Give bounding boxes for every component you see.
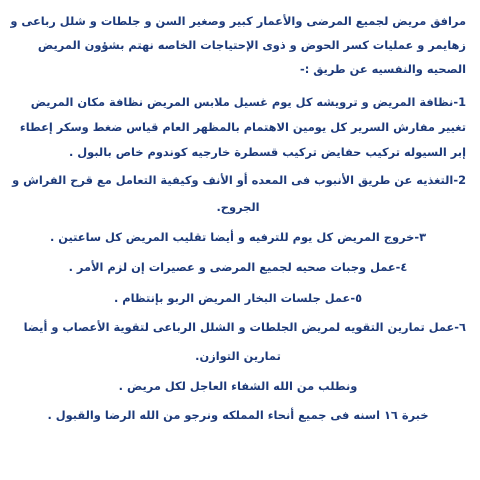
item-1-line-1: 1-نظافة المريض و ترويشه كل يوم غسيل ملابس المريض نظافة مكان المريض [30, 95, 466, 109]
item-6-line-2: تمارين التوازن. [195, 349, 281, 363]
item-1-line-2: تغيير مفارش السرير كل يومين الاهتمام بالمظهر العام قياس ضغط وسكر إعطاء [19, 120, 466, 134]
intro-line-2: زهايمر و عمليات كسر الحوض و ذوى الإحتياجات الخاصه نهتم بشؤون المريض [37, 38, 466, 52]
item-1-line-3: إبر السيوله تركيب حفايض تركيب قسطرة خارجيه كوندوم خاص بالبول . [68, 145, 466, 159]
closing-line-1: ونطلب من الله الشفاء العاجل لكل مريض . [118, 379, 358, 393]
closing-line-2: خبرة ١٦ اسنه فى جميع أنحاء المملكه ونرجو من الله الرضا والقبول . [47, 408, 429, 422]
item-2-line-2: الجروح. [216, 200, 260, 214]
item-6-line-1: ٦-عمل تمارين التقويه لمريض الجلطات و الشلل الرباعى لتقوية الأعصاب و أيضا [23, 320, 466, 334]
intro-line-3: الصحيه والنفسيه عن طريق :- [300, 62, 466, 76]
item-3: ٣-خروج المريض كل يوم للترفيه و أيضا تقليب المريض كل ساعتين . [49, 230, 427, 244]
item-2-line-1: 2-التغذيه عن طريق الأنبوب فى المعده أو الأنف وكيفية التعامل مع قرح الفراش و [12, 173, 466, 187]
intro-line-1: مرافق مريض لجميع المرضى والأعمار كبير وصغير السن و جلطات و شلل رباعى و [10, 14, 466, 28]
item-4: ٤-عمل وجبات صحيه لجميع المرضى و عصيرات إن لزم الأمر . [68, 260, 408, 274]
item-5: ٥-عمل جلسات البخار المريض الربو بإنتظام . [113, 291, 363, 305]
